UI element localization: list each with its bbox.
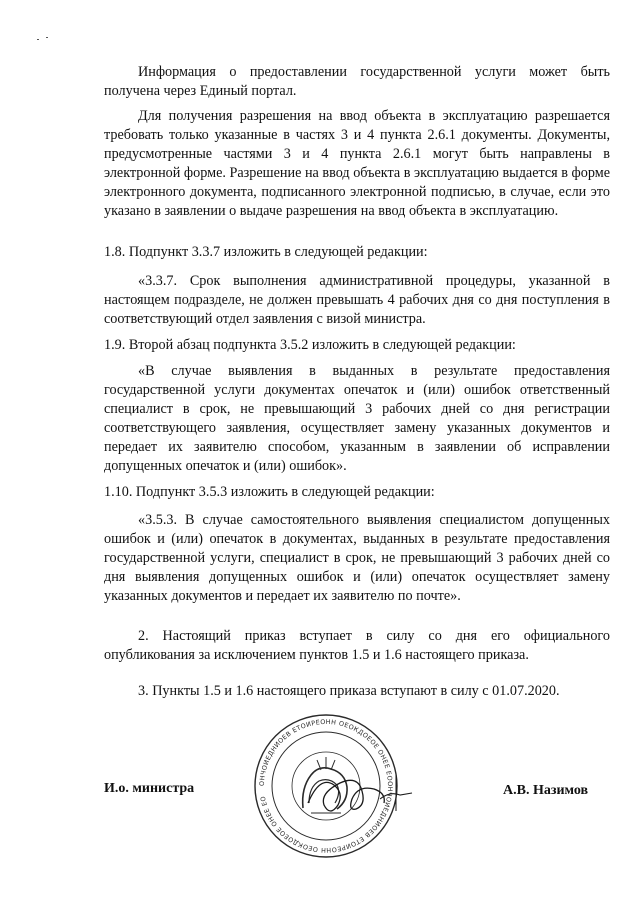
- scan-speck: [46, 37, 48, 38]
- svg-text:ОНЧОИЕДНИОЕВ ЕТОИРЕОНН ОЕОКДОЕ: ОНЧОИЕДНИОЕВ ЕТОИРЕОНН ОЕОКДОЕОЕ ОНЕЕ ЕООНЧОИЕДНИОЕВ ЕТОИРЕОНН ОЕОКДОЕОЕ ОНЕЕ ЕО: [257, 717, 395, 855]
- paragraph-item-2: 2. Настоящий приказ вступает в силу со дня его официального опубликования за исключением пунктов 1.5 и 1.6 настоящего приказа.: [104, 628, 610, 663]
- signatory-title: И.о. министра: [104, 781, 195, 796]
- signatory-name: А.В. Назимов: [503, 783, 589, 798]
- paragraph-item-3: 3. Пункты 1.5 и 1.6 настоящего приказа вступают в силу с 01.07.2020.: [138, 683, 560, 699]
- scan-speck: [37, 39, 39, 40]
- paragraph-quote-3-3-7: «3.3.7. Срок выполнения административной процедуры, указанной в настоящем подразделе, не должен превышать 4 рабочих дня со дня поступления в соответствующий отдел заявления с визой министра.: [104, 273, 610, 327]
- handwritten-signature: [300, 745, 420, 835]
- paragraph-quote-3-5-3: «3.5.3. В случае самостоятельного выявления специалистом допущенных ошибок и (или) опечаток в документах, выданных в результате предоставления государственной услуги, специалист в срок, не превышающий 3 рабочих дней со дня выявления допущенных ошибок и (или) опечаток осуществляет замену указанных документов и передает их заявителю по почте».: [104, 512, 610, 604]
- paragraph-portal-info: Информация о предоставлении государственной услуги может быть получена через Единый портал.: [104, 64, 610, 99]
- paragraph-permit-documents: Для получения разрешения на ввод объекта в эксплуатацию разрешается требовать только указанные в частях 3 и 4 пункта 2.6.1 документы. Документы, предусмотренные частями 3 и 4 пункта 2.6.1 могут быть направлены в электронной форме. Разрешение на ввод объекта в эксплуатацию выдается в форме электронного документа, подписанного электронной подписью, в случае, если это указано в заявлении о выдаче разрешения на ввод объекта в эксплуатацию.: [104, 108, 610, 219]
- paragraph-quote-3-5-2: «В случае выявления в выданных в результате предоставления государственной услуги документах опечаток и (или) ошибок ответственный специалист в срок, не превышающий 3 рабочих дней со дня регистрации соответствующего заявления, осуществляет замену указанных документов и передает их заявителю способом, указанным в заявлении об исправлении допущенных опечаток и (или) ошибок».: [104, 363, 610, 474]
- paragraph-item-1-9: 1.9. Второй абзац подпункта 3.5.2 изложить в следующей редакции:: [104, 337, 516, 353]
- paragraph-item-1-10: 1.10. Подпункт 3.5.3 изложить в следующей редакции:: [104, 484, 435, 500]
- paragraph-item-1-8: 1.8. Подпункт 3.3.7 изложить в следующей редакции:: [104, 244, 428, 260]
